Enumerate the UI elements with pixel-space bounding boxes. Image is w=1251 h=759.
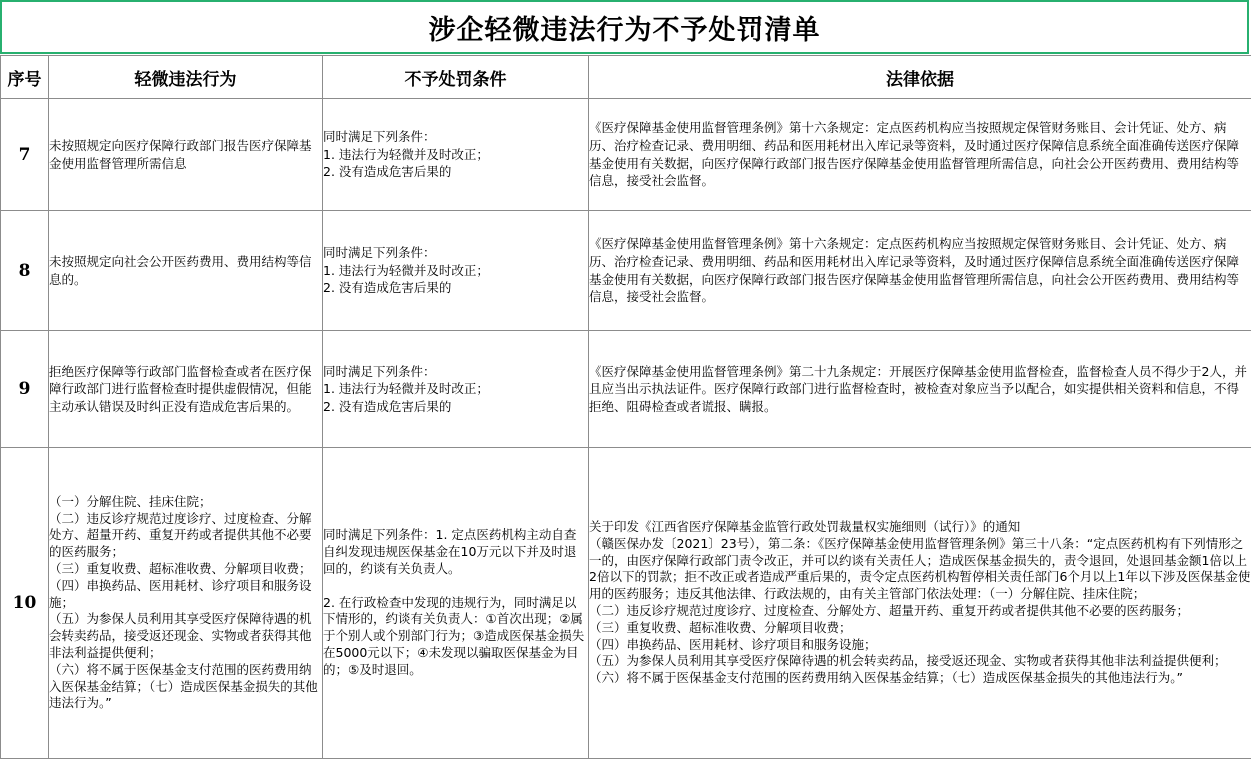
header-condition[interactable]: 不予处罚条件 <box>323 56 589 99</box>
row-seq-cell[interactable]: 8 <box>1 211 49 331</box>
row-seq-cell[interactable]: 7 <box>1 99 49 211</box>
header-legal-basis[interactable]: 法律依据 <box>589 56 1251 99</box>
violation-cell[interactable]: （一）分解住院、挂床住院； （二）违反诊疗规范过度诊疗、过度检查、分解处方、超量开药、重复开药或者提供其他不必要的医药服务； （三）重复收费、超标准收费、分解项目收费； （四）串换药品、医用耗材、诊疗项目和服务设施； （五）为参保人员利用其享受医疗保障待遇的机会转卖药品，接受返还现金、实物或者获得其他非法利益提供便利； （六）将不属于医保基金支付范围的医药费用纳入医保基金结算；（七）造成医保基金损失的其他违法行为。” <box>49 448 323 759</box>
condition-cell[interactable]: 同时满足下列条件： 1. 违法行为轻微并及时改正； 2. 没有造成危害后果的 <box>323 331 589 448</box>
header-seq[interactable]: 序号 <box>1 56 49 99</box>
row-seq-cell[interactable]: 9 <box>1 331 49 448</box>
header-row <box>1 56 1251 99</box>
legal-basis-cell[interactable]: 《医疗保障基金使用监督管理条例》第二十九条规定：开展医疗保障基金使用监督检查，监督检查人员不得少于2人，并且应当出示执法证件。医疗保障行政部门进行监督检查时，被检查对象应当予以配合，如实提供相关资料和信息，不得拒绝、阻碍检查或者谎报、瞒报。 <box>589 331 1251 448</box>
legal-basis-cell[interactable]: 《医疗保障基金使用监督管理条例》第十六条规定：定点医药机构应当按照规定保管财务账目、会计凭证、处方、病历、治疗检查记录、费用明细、药品和医用耗材出入库记录等资料，及时通过医疗保障信息系统全面准确传送医疗保障基金使用有关数据，向医疗保障行政部门报告医疗保障基金使用监督管理所需信息，向社会公开医药费用、费用结构等信息，接受社会监督。 <box>589 211 1251 331</box>
table-row <box>1 331 1251 448</box>
condition-cell[interactable]: 同时满足下列条件： 1. 违法行为轻微并及时改正； 2. 没有造成危害后果的 <box>323 99 589 211</box>
table-row <box>1 211 1251 331</box>
violation-cell[interactable]: 拒绝医疗保障等行政部门监督检查或者在医疗保障行政部门进行监督检查时提供虚假情况，但能主动承认错误及时纠正没有造成危害后果的。 <box>49 331 323 448</box>
table-row <box>1 99 1251 211</box>
violation-cell[interactable]: 未按照规定向医疗保障行政部门报告医疗保障基金使用监督管理所需信息 <box>49 99 323 211</box>
legal-basis-cell[interactable]: 关于印发《江西省医疗保障基金监管行政处罚裁量权实施细则（试行）》的通知 （赣医保办发〔2021〕23号），第二条：《医疗保障基金使用监督管理条例》第三十八条：“定点医药机构有下列情形之一的，由医疗保障行政部门责令改正，并可以约谈有关责任人；造成医保基金损失的，责令退回，处退回基金额1倍以上2倍以下的罚款；拒不改正或者造成严重后果的，责令定点医药机构暂停相关责任部门6个月以上1年以下涉及医保基金使用的医药服务；违反其他法律、行政法规的，由有关主管部门依法处理：（一）分解住院、挂床住院； （二）违反诊疗规范过度诊疗、过度检查、分解处方、超量开药、重复开药或者提供其他不必要的医药服务； （三）重复收费、超标准收费、分解项目收费； （四）串换药品、医用耗材、诊疗项目和服务设施； （五）为参保人员利用其享受医疗保障待遇的机会转卖药品，接受返还现金、实物或者获得其他非法利益提供便利； （六）将不属于医保基金支付范围的医药费用纳入医保基金结算；（七）造成医保基金损失的其他违法行为。” <box>589 448 1251 759</box>
condition-cell[interactable]: 同时满足下列条件： 1. 违法行为轻微并及时改正； 2. 没有造成危害后果的 <box>323 211 589 331</box>
sheet-title: 涉企轻微违法行为不予处罚清单 <box>428 14 821 46</box>
penalty-exemption-table <box>0 55 1251 759</box>
violation-cell[interactable]: 未按照规定向社会公开医药费用、费用结构等信息的。 <box>49 211 323 331</box>
header-violation[interactable]: 轻微违法行为 <box>49 56 323 99</box>
condition-cell[interactable]: 同时满足下列条件：1. 定点医药机构主动自查自纠发现违规医保基金在10万元以下并及时退回的，约谈有关负责人。 2. 在行政检查中发现的违规行为，同时满足以下情形的，约谈有关负责人：①首次出现；②属于个别人或个别部门行为；③造成医保基金损失在5000元以下；④未发现以骗取医保基金为目的；⑤及时退回。 <box>323 448 589 759</box>
table-row <box>1 448 1251 759</box>
legal-basis-cell[interactable]: 《医疗保障基金使用监督管理条例》第十六条规定：定点医药机构应当按照规定保管财务账目、会计凭证、处方、病历、治疗检查记录、费用明细、药品和医用耗材出入库记录等资料，及时通过医疗保障信息系统全面准确传送医疗保障基金使用有关数据，向医疗保障行政部门报告医疗保障基金使用监督管理所需信息，向社会公开医药费用、费用结构等信息，接受社会监督。 <box>589 99 1251 211</box>
sheet-title-bar <box>0 0 1249 54</box>
row-seq-cell[interactable]: 10 <box>1 448 49 759</box>
